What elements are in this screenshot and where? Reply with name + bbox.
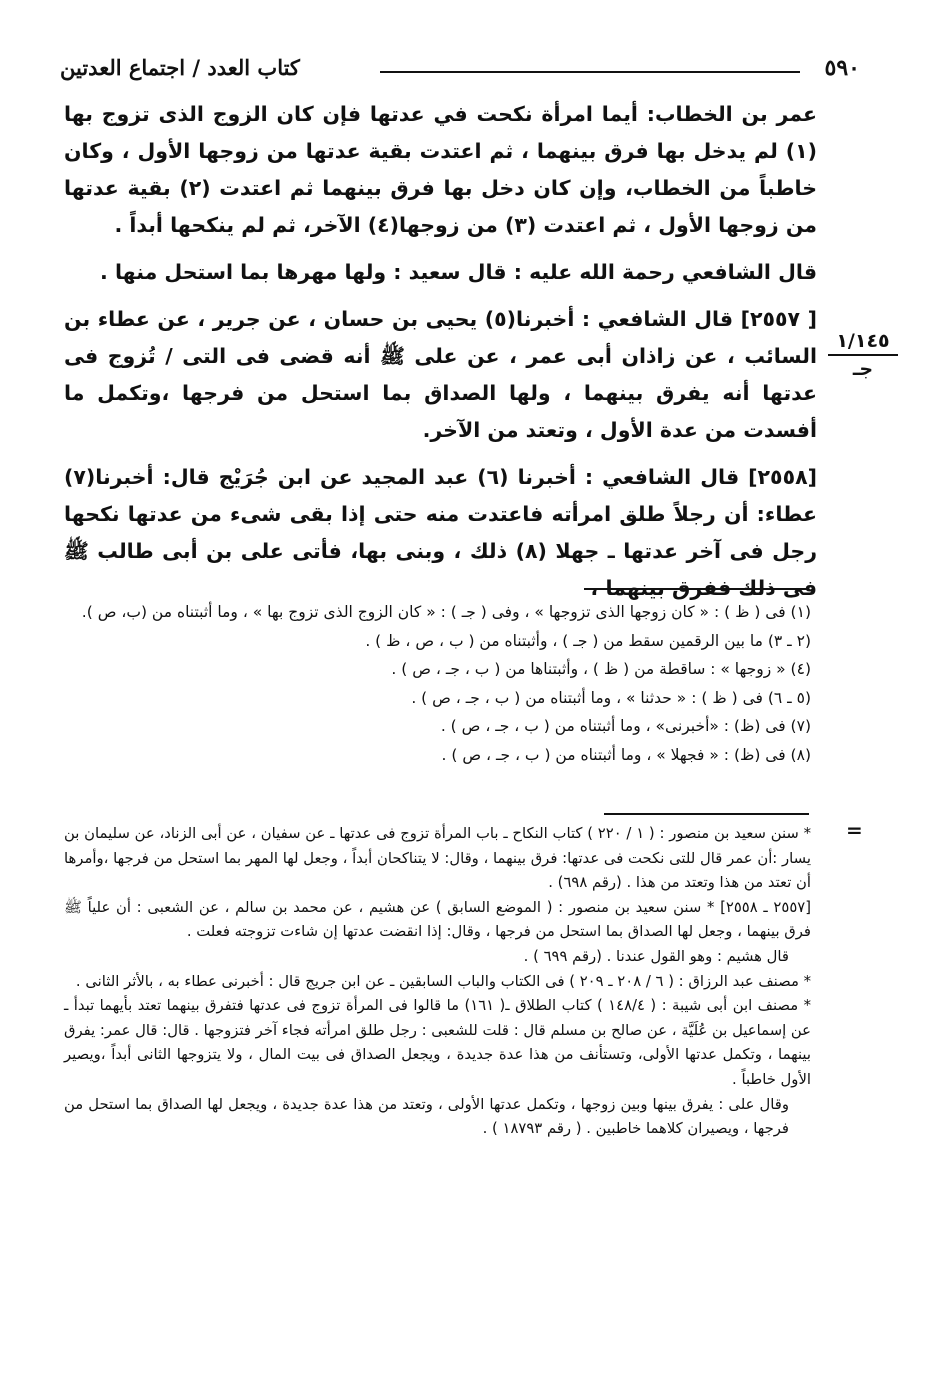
footnote: (٧) فى (ظ) : «أخبرنى» ، وما أثبتناه من ( ب ، جـ ، ص ) . [440,717,811,735]
page-number: ٥٩٠ [824,55,860,81]
footnote: (٥ ـ ٦) فى ( ظ ) : « حدثنا » ، وما أثبتناه من ( ب ، جـ ، ص ) . [411,688,811,707]
paragraph: عمر بن الخطاب: أيما امرأة نكحت في عدتها فإن كان الزوج الذى تزوج بها (١) لم يدخل بها فرق بينهما ، ثم اعتدت بقية عدتها من زوجها الأول ، وكان خاطباً من الخطاب، وإن كان دخل بها فرق بينهما ثم اعتدت (٢) بقية عدتها من زوجها الأول ، ثم اعتدت (٣) من زوجها(٤) الآخر، ثم لم ينكحها أبداً . [64,102,817,237]
paragraph: [ ٢٥٥٧] قال الشافعي : أخبرنا(٥) يحيى بن حسان ، عن جرير ، عن عطاء بن السائب ، عن زاذان أبى عمر ، عن على ﷺ أنه قضى فى التى / تُزوج فى عدتها أنه يفرق بينهما ، ولها الصداق بما استحل من فرجها ،وتكمل ما أفسدت من عدة الأول ، وتعتد من الآخر. [64,307,817,442]
source-entry: * سنن سعيد بن منصور : ( ١ / ٢٢٠ ) كتاب النكاح ـ باب المرأة تزوج فى عدتها ـ عن سفيان ، عن أبى الزناد، عن سليمان بن يسار :أن عمر قال للتى نكحت فى عدتها: فرق بينهما ، وقال: لا يتناكحان أبداً ، وجعل لها المهر بما استحل من فرجها ،وأمرها أن تعتد من هذا وتعتد من هذا . (رقم ٦٩٨) . [64,825,812,892]
paragraph: قال الشافعي رحمة الله عليه : قال سعيد : ولها مهرها بما استحل منها . [100,260,817,284]
source-entry: قال هشيم : وهو القول عندنا . (رقم ٦٩٩ ) . [523,947,789,965]
margin-reference [828,330,898,380]
source-entry: وقال على : يفرق بينها وبين زوجها ، وتكمل عدتها الأولى ، وتعتد من هذا عدة جديدة ، ويجعل لها الصداق بما استحل من فرجها ، ويصيران كلاهما خاطبين . ( رقم ١٨٧٩٣ ) . [64,1095,789,1138]
footnotes [64,598,811,769]
footnote-separator [584,588,809,590]
paragraph: [٢٥٥٨] قال الشافعي : أخبرنا (٦) عبد المجيد عن ابن جُرَيْج قال: أخبرنا(٧) عطاء: أن رجلاً طلق امرأته فاعتدت منه حتى إذا بقى شىء من عدتها نكحها رجل فى آخر عدتها ـ جهلا (٨) ذلك ، وبنى بها، فأتى على بن أبى طالب ﷺ فى ذلك ففرق بينهما ، [64,465,817,600]
margin-folio: ١/١٤٥ [828,330,898,356]
source-entry: * مصنف ابن أبى شيبة : ( ١٤٨/٤ ) كتاب الطلاق ـ( ١٦١) ما قالوا فى المرأة تزوج فى عدتها فتفرق بينهما تعتد بأيهما تبدأ ـ عن إسماعيل بن عُلَيَّة ، عن صالح بن مسلم قال : قلت للشعبى : رجل طلق امرأته فجاء آخر فتزوجها . قال: قال عمر: يفرق بينهما ، وتكمل عدتها الأولى، وتستأنف من هذا عدة جديدة ، ويجعل الصداق فى بيت المال ، ولا يتزوجها الثانى أبداً ،ويصير الأول خاطباً . [63,997,812,1088]
source-entry: [٢٥٥٧ ـ ٢٥٥٨] * سنن سعيد بن منصور : ( الموضع السابق ) عن هشيم ، عن محمد بن سالم ، عن الشعبى : أن علياً ﷺ فرق بينهما ، وجعل لها الصداق بما استحل من فرجها ، وقال: إذا انقضت عدتها إن شاءت تزوجته فعلت . [64,898,811,941]
sources-separator [604,813,809,815]
footnote: (٤) « زوجها » : ساقطة من ( ظ ) ، وأثبتناها من ( ب ، جـ ، ص ) . [391,660,811,678]
footnote: (٢ ـ ٣) ما بين الرقمين سقط من ( جـ ) ، وأثبتناه من ( ب ، ص ، ظ ) . [365,631,811,650]
continuation-mark: = [846,818,863,842]
margin-volume: جـ [852,358,874,380]
running-title: كتاب العدد / اجتماع العدتين [60,55,300,80]
source-entry: * مصنف عبد الرزاق : ( ٦ / ٢٠٨ ـ ٢٠٩ ) فى الكتاب والباب السابقين ـ عن ابن جريج قال : أخبرنى عطاء به ، بالأثر الثانى . [75,972,811,990]
page-header [60,55,860,89]
footnote: (١) فى ( ظ ) : « كان زوجها الذى تزوجها » ، وفى ( جـ ) : « كان الزوج الذى تزوج بها » ، وما أثبتناه من (ب، ص ). [81,603,811,621]
main-text [64,96,817,617]
header-rule [380,71,800,73]
footnote: (٨) فى (ظ) : « فجهلا » ، وما أثبتناه من ( ب ، جـ ، ص ) . [441,745,811,764]
sources-section [64,822,811,1142]
